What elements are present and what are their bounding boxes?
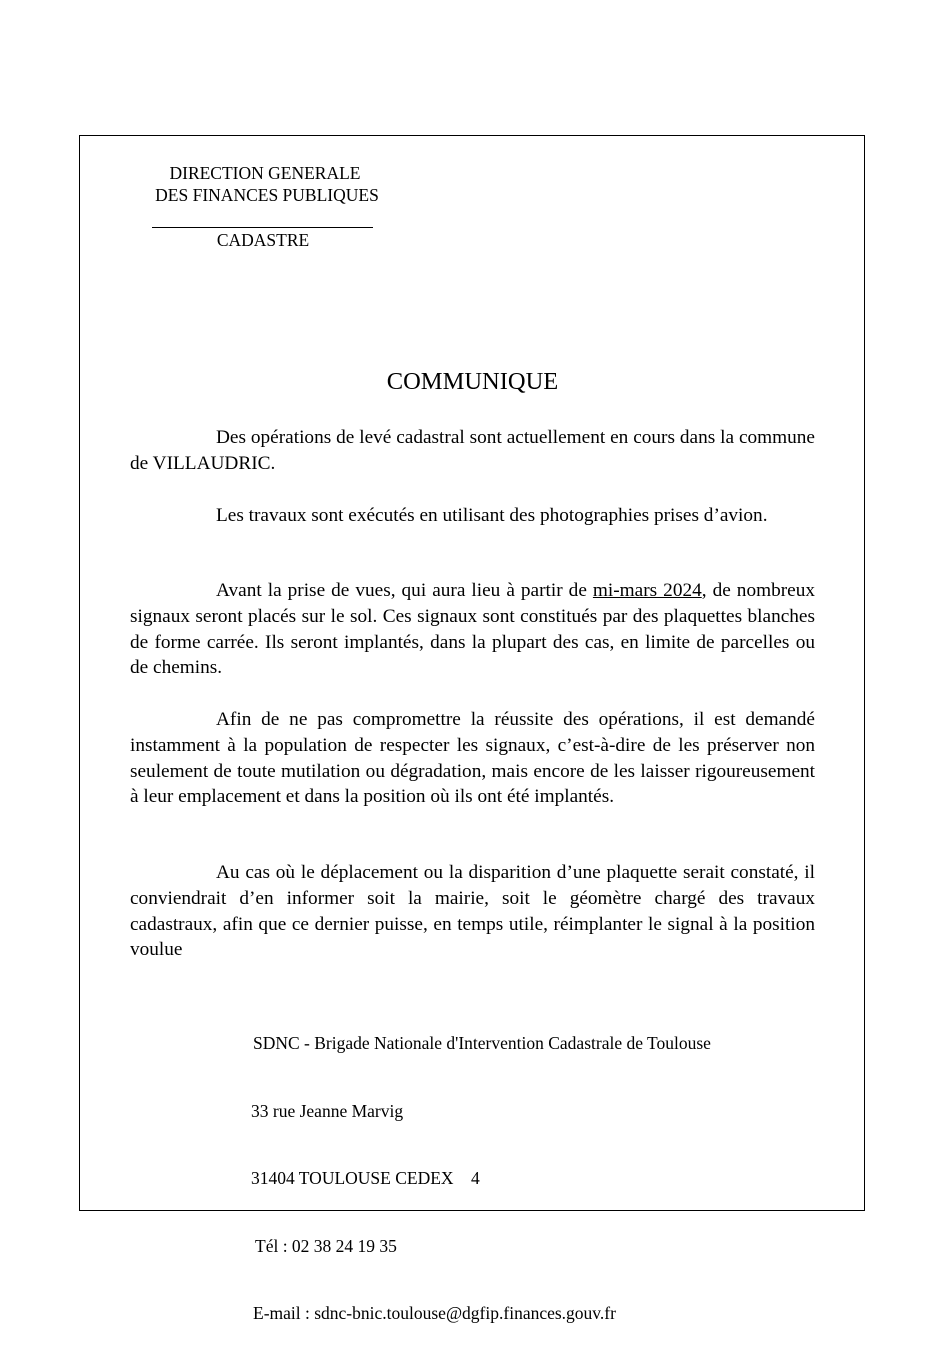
contact-block xyxy=(253,987,813,1347)
header-divider xyxy=(152,227,373,228)
document-title: COMMUNIQUE xyxy=(386,368,559,395)
paragraph-4: Afin de ne pas compromettre la réussite des opérations, il est demandé instamment à la population de respecter les signaux, c’est-à-dire de les préserver non seulement de toute mutilation ou dégradation, mais encore de les laisser rigoureusement à leur emplacement et dans la position où ils ont été implantés. xyxy=(130,709,815,808)
paragraph-3 xyxy=(130,578,815,681)
contact-email: E-mail : sdnc-bnic.toulouse@dgfip.finances.gouv.fr xyxy=(253,1303,616,1323)
paragraph-2: Les travaux sont exécutés en utilisant des photographies prises d’avion. xyxy=(216,505,768,526)
issuer-header xyxy=(140,162,390,206)
paragraph-5: Au cas où le déplacement ou la disparition d’une plaquette serait constaté, il conviendrait d’en informer soit la mairie, soit le géomètre chargé des travaux cadastraux, afin que ce dernier puisse, en temps utile, réimplanter le signal à la position voulue xyxy=(130,862,815,961)
issuer-line-2: DES FINANCES PUBLIQUES xyxy=(155,185,379,205)
contact-phone: Tél : 02 38 24 19 35 xyxy=(255,1235,397,1256)
contact-organization: SDNC - Brigade Nationale d'Intervention Cadastrale de Toulouse xyxy=(253,1033,711,1053)
contact-street: 33 rue Jeanne Marvig xyxy=(251,1100,404,1121)
start-date: mi-mars 2024 xyxy=(592,580,702,601)
contact-city: 31404 TOULOUSE CEDEX 4 xyxy=(251,1168,480,1188)
paragraph-3-part-1: Avant la prise de vues, qui aura lieu à partir de xyxy=(216,580,593,601)
issuer-department: CADASTRE xyxy=(216,230,310,250)
paragraph-3-part-2: , de nombreux signaux seront placés sur le sol. Ces signaux sont constitués par des plaquettes blanches de forme carrée. Ils seront implantés, dans la plupart des cas, en limite de parcelles ou de chemins. xyxy=(130,580,815,679)
issuer-line-1: DIRECTION GENERALE xyxy=(169,163,361,183)
paragraph-1: Des opérations de levé cadastral sont actuellement en cours dans la commune de VILLAUDRIC. xyxy=(130,427,815,474)
